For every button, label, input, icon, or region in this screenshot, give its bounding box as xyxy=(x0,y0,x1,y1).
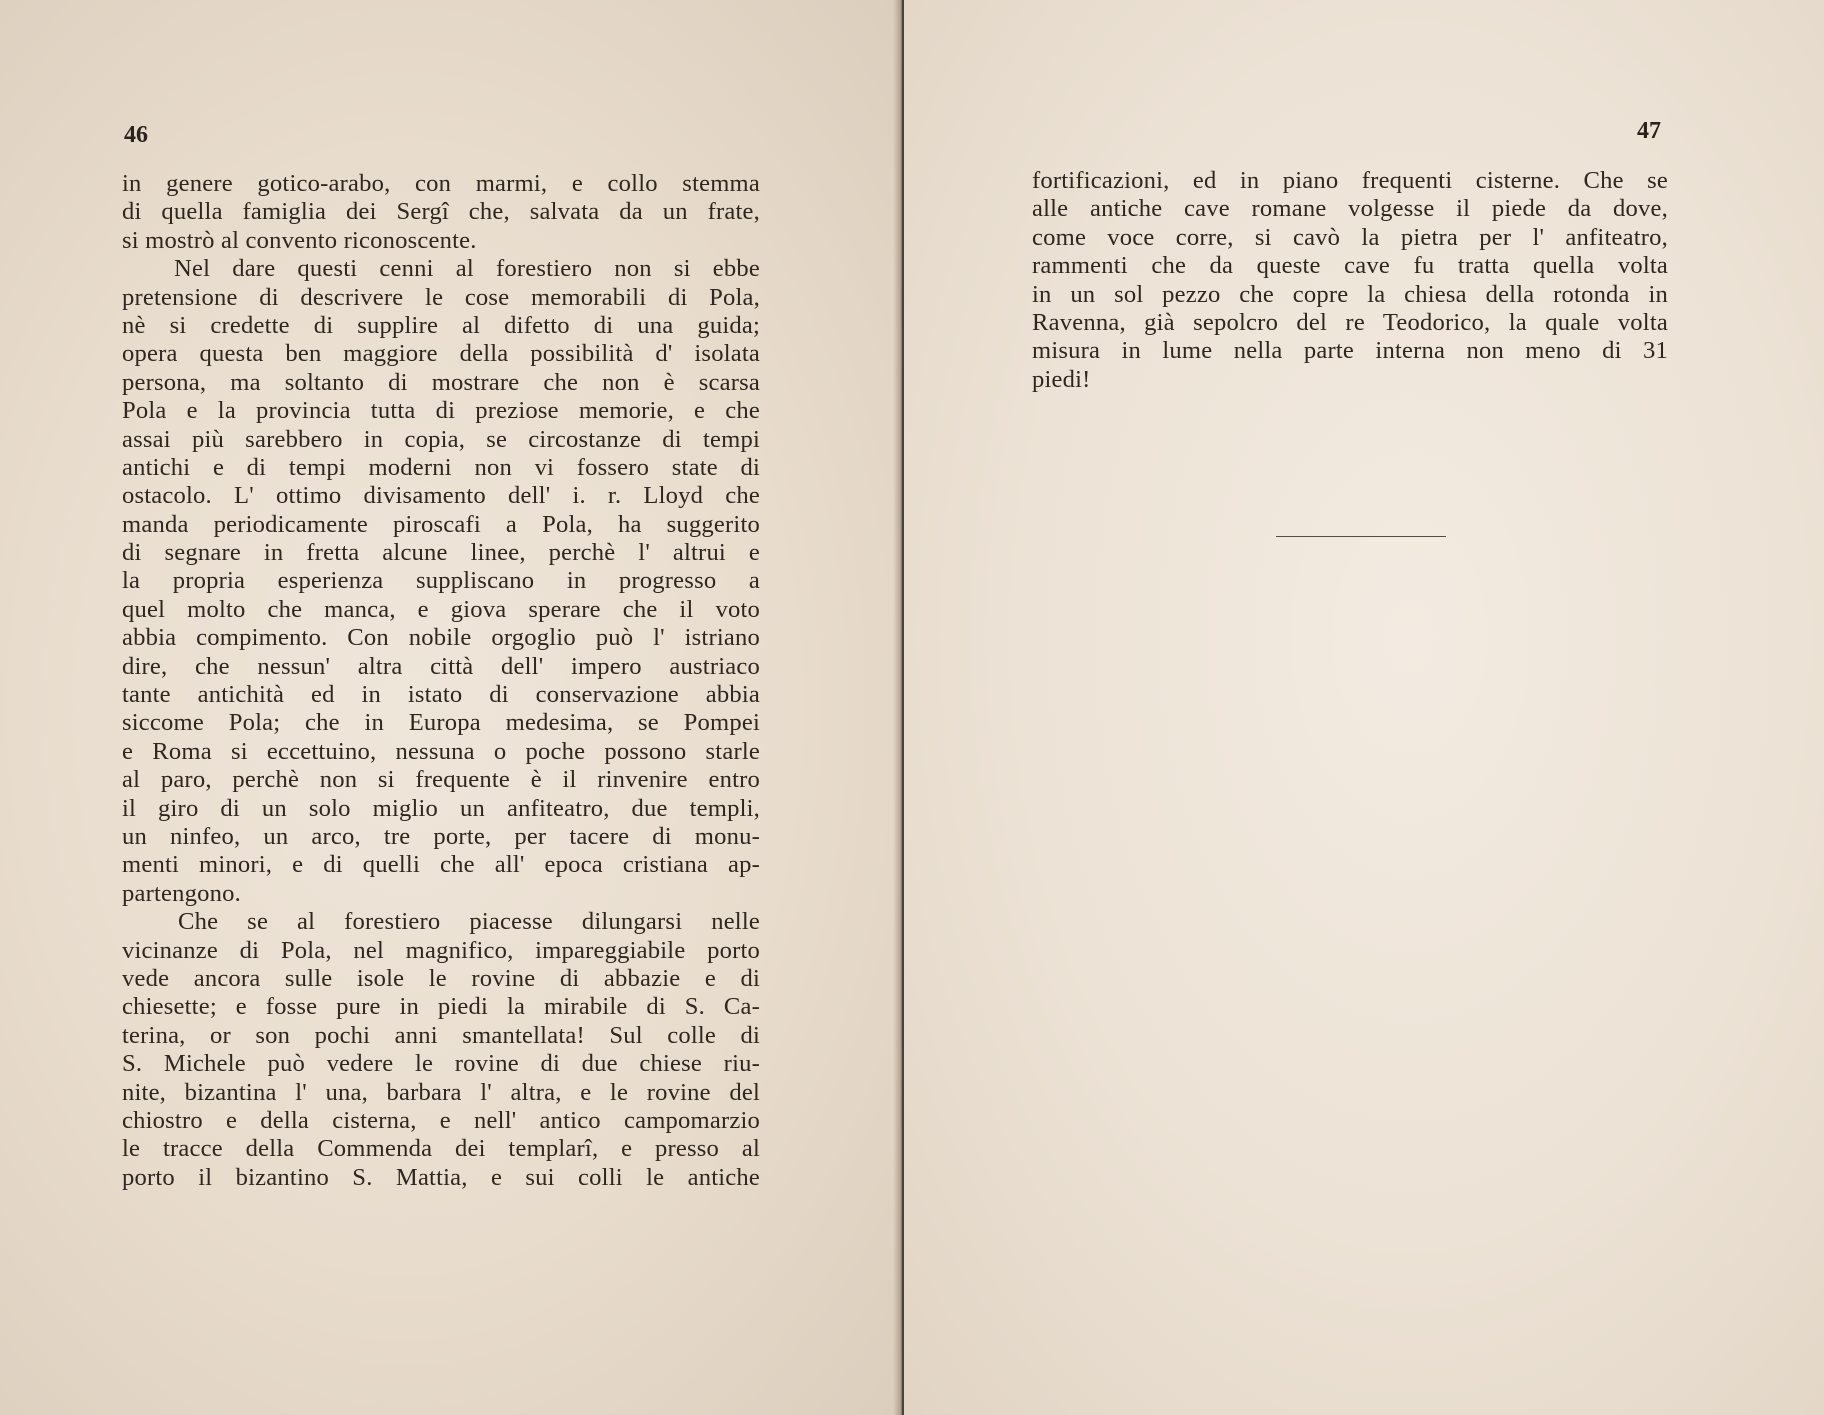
text-line: menti minori, e di quelli che all' epoca cristiana ap- xyxy=(122,851,760,879)
text-line: come voce corre, si cavò la pietra per l' anfiteatro, xyxy=(1032,223,1668,251)
text-line: vede ancora sulle isole le rovine di abbazie e di xyxy=(122,964,760,992)
text-line: Che se al forestiero piacesse dilungarsi nelle xyxy=(178,908,760,936)
text-line: fortificazioni, ed in piano frequenti cisterne. Che se xyxy=(1032,167,1668,194)
text-line: chiostro e della cisterna, e nell' antico campomarzio xyxy=(122,1106,760,1134)
text-line: vicinanze di Pola, nel magnifico, impareggiabile porto xyxy=(122,936,760,964)
text-line: al paro, perchè non si frequente è il rinvenire entro xyxy=(122,766,760,794)
text-line: terina, or son pochi anni smantellata! Sul colle di xyxy=(122,1021,760,1049)
left-page xyxy=(0,0,900,1415)
text-line: antichi e di tempi moderni non vi fossero state di xyxy=(122,453,760,481)
text-line: opera questa ben maggiore della possibilità d' isolata xyxy=(122,340,760,368)
text-line: chiesette; e fosse pure in piedi la mirabile di S. Ca- xyxy=(122,993,760,1021)
page-number-right: 47 xyxy=(1637,118,1661,144)
text-line: in genere gotico-arabo, con marmi, e collo stemma xyxy=(122,170,760,197)
text-line: siccome Pola; che in Europa medesima, se Pompei xyxy=(122,709,760,737)
text-line: la propria esperienza suppliscano in progresso a xyxy=(122,567,760,595)
text-line: nite, bizantina l' una, barbara l' altra, e le rovine del xyxy=(122,1078,760,1106)
text-line: ostacolo. L' ottimo divisamento dell' i. r. Lloyd che xyxy=(122,482,760,510)
text-line: tante antichità ed in istato di conservazione abbia xyxy=(122,681,760,709)
text-line: partengono. xyxy=(122,879,241,907)
right-page xyxy=(904,0,1824,1415)
text-line: il giro di un solo miglio un anfiteatro, due templi, xyxy=(122,794,760,822)
text-line: quel molto che manca, e giova sperare che il voto xyxy=(122,595,760,623)
text-line: nè si credette di supplire al difetto di una guida; xyxy=(122,311,760,339)
text-line: assai più sarebbero in copia, se circostanze di tempi xyxy=(122,425,760,453)
text-line: le tracce della Commenda dei templarî, e presso al xyxy=(122,1135,760,1163)
text-line: S. Michele può vedere le rovine di due chiese riu- xyxy=(122,1050,760,1078)
text-line: in un sol pezzo che copre la chiesa della rotonda in xyxy=(1032,280,1668,308)
text-line: alle antiche cave romane volgesse il piede da dove, xyxy=(1032,195,1668,223)
text-line: rammenti che da queste cave fu tratta quella volta xyxy=(1032,252,1668,280)
text-line: Nel dare questi cenni al forestiero non si ebbe xyxy=(174,255,760,283)
text-line: pretensione di descrivere le cose memorabili di Pola, xyxy=(122,283,760,311)
text-line: di quella famiglia dei Sergî che, salvata da un frate, xyxy=(122,198,760,226)
page-number-left: 46 xyxy=(124,122,148,148)
text-line: un ninfeo, un arco, tre porte, per tacere di monu- xyxy=(122,822,760,850)
left-page-text xyxy=(122,170,760,1192)
text-line: misura in lume nella parte interna non meno di 31 xyxy=(1032,337,1668,365)
text-line: Pola e la provincia tutta di preziose memorie, e che xyxy=(122,397,760,425)
section-separator-rule xyxy=(1276,536,1446,537)
text-line: persona, ma soltanto di mostrare che non è scarsa xyxy=(122,368,760,396)
text-line: piedi! xyxy=(1032,365,1091,393)
text-line: porto il bizantino S. Mattia, e sui colli le antiche xyxy=(122,1163,760,1191)
text-line: Ravenna, già sepolcro del re Teodorico, la quale volta xyxy=(1032,308,1668,336)
text-line: e Roma si eccettuino, nessuna o poche possono starle xyxy=(122,737,760,765)
text-line: si mostrò al convento riconoscente. xyxy=(122,226,477,254)
text-line: dire, che nessun' altra città dell' impero austriaco xyxy=(122,652,760,680)
right-page-text xyxy=(1032,167,1668,394)
text-line: manda periodicamente piroscafi a Pola, ha suggerito xyxy=(122,510,760,538)
text-line: di segnare in fretta alcune linee, perchè l' altrui e xyxy=(122,539,760,567)
text-line: abbia compimento. Con nobile orgoglio può l' istriano xyxy=(122,624,760,652)
